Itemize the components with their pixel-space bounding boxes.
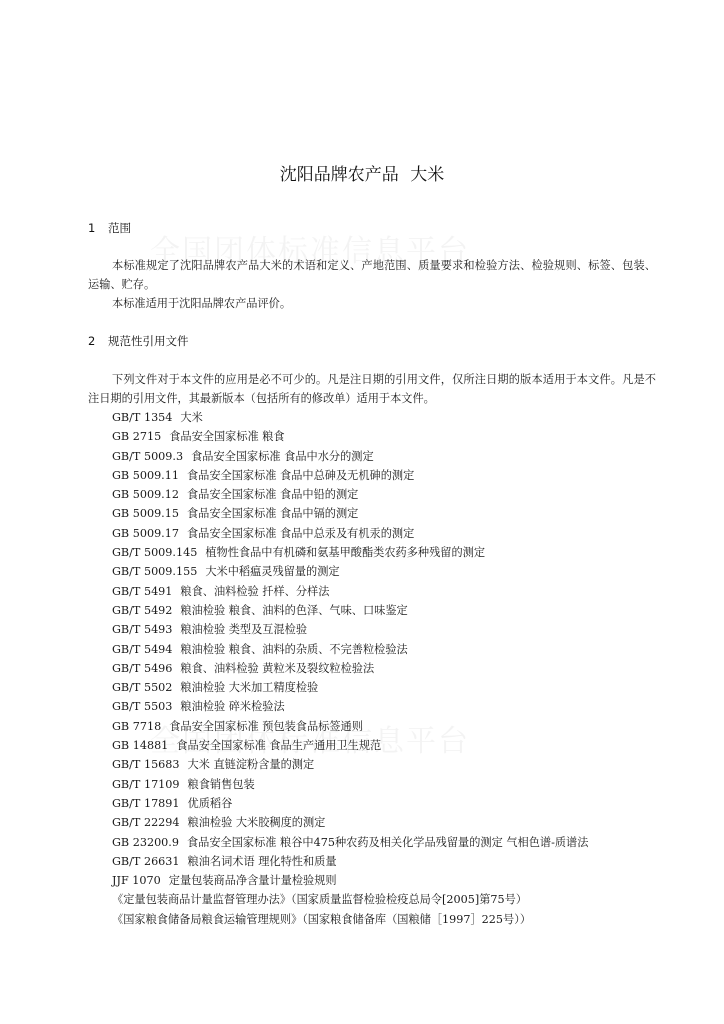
reference-item: [112, 794, 588, 813]
reference-title: 《国家粮食储备局粮食运输管理规则》（国家粮食储备库（国粮储［1997］225号））: [112, 912, 532, 926]
section-title: 范围: [108, 221, 131, 235]
reference-code: GB/T 5503: [112, 700, 173, 714]
reference-code: GB/T 26631: [112, 854, 180, 868]
reference-code: GB/T 5502: [112, 681, 173, 695]
section-heading-normative-references: [88, 333, 189, 349]
reference-item: [112, 833, 588, 852]
reference-title: 食品安全国家标准 食品中水分的测定: [191, 449, 374, 463]
reference-item: [112, 524, 588, 543]
reference-code: GB 5009.17: [112, 526, 179, 540]
reference-item: [112, 601, 588, 620]
reference-title: 食品安全国家标准 食品中总砷及无机砷的测定: [186, 468, 415, 482]
reference-code: GB/T 5009.3: [112, 449, 184, 463]
reference-title: 大米中稻瘟灵残留量的测定: [205, 565, 340, 579]
reference-code: GB 23200.9: [112, 835, 179, 849]
reference-code: JJF 1070: [112, 874, 161, 888]
reference-title: 食品安全国家标准 食品中铅的测定: [186, 488, 359, 502]
scope-paragraph: 本标准规定了沈阳品牌农产品大米的术语和定义、产地范围、质量要求和检验方法、检验规则、标签、包装、运输、贮存。: [88, 259, 656, 291]
reference-item: [112, 775, 588, 794]
reference-title: 食品安全国家标准 预包装食品标签通则: [169, 719, 363, 733]
reference-title: 粮油检验 大米加工精度检验: [180, 681, 319, 695]
section-number: 2: [88, 334, 96, 348]
reference-code: GB/T 1354: [112, 411, 173, 424]
reference-code: GB/T 15683: [112, 758, 180, 772]
reference-item: [112, 890, 588, 909]
reference-code: GB/T 5494: [112, 642, 173, 656]
reference-code: GB 2715: [112, 430, 162, 444]
reference-item: [112, 582, 588, 601]
reference-item: [112, 543, 588, 562]
reference-item: [112, 640, 588, 659]
reference-item: [112, 755, 588, 774]
section-number: 1: [88, 221, 96, 235]
reference-code: GB/T 22294: [112, 816, 180, 830]
reference-title: 粮食、油料检验 黄粒米及裂纹粒检验法: [180, 661, 375, 675]
reference-item: [112, 427, 588, 446]
reference-title: 食品安全国家标准 食品中总汞及有机汞的测定: [186, 526, 415, 540]
reference-code: GB 5009.15: [112, 507, 179, 521]
reference-item: [112, 717, 588, 736]
section-heading-scope: [88, 220, 131, 236]
reference-item: [112, 408, 588, 427]
reference-title: 粮食、油料检验 扦样、分样法: [180, 584, 330, 598]
reference-code: GB/T 17891: [112, 796, 180, 810]
reference-item: [112, 852, 588, 871]
reference-code: GB/T 5009.145: [112, 546, 198, 560]
reference-item: [112, 447, 588, 466]
reference-item: [112, 466, 588, 485]
reference-item: [112, 736, 588, 755]
reference-item: [112, 562, 588, 581]
references-intro-paragraph: 下列文件对于本文件的应用是必不可少的。凡是注日期的引用文件，仅所注日期的版本适用于本文件。凡是不注日期的引用文件，其最新版本（包括所有的修改单）适用于本文件。: [88, 373, 656, 405]
reference-item: [112, 485, 588, 504]
reference-title: 粮油检验 粮食、油料的杂质、不完善粒检验法: [180, 642, 408, 656]
reference-code: GB/T 5009.155: [112, 565, 198, 579]
reference-code: GB 5009.11: [112, 468, 179, 482]
reference-code: GB 5009.12: [112, 488, 179, 502]
reference-code: GB 14881: [112, 739, 169, 753]
reference-title: 粮油名词术语 理化特性和质量: [187, 854, 337, 868]
reference-title: 食品安全国家标准 粮食: [169, 430, 285, 444]
reference-item: [112, 504, 588, 523]
reference-code: GB 7718: [112, 719, 162, 733]
scope-paragraph: 本标准适用于沈阳品牌农产品评价。: [112, 297, 292, 310]
reference-title: 食品安全国家标准 粮谷中475种农药及相关化学品残留量的测定 气相色谱-质谱法: [186, 835, 589, 849]
reference-title: 粮油检验 粮食、油料的色泽、气味、口味鉴定: [180, 603, 408, 617]
reference-title: 优质稻谷: [187, 796, 233, 810]
reference-list: [112, 408, 588, 929]
reference-code: GB/T 5496: [112, 661, 173, 675]
reference-title: 粮油检验 碎米检验法: [180, 700, 285, 714]
reference-item: [112, 620, 588, 639]
reference-code: GB/T 5492: [112, 603, 173, 617]
reference-title: 粮油检验 大米胶稠度的测定: [187, 816, 326, 830]
reference-item: [112, 813, 588, 832]
reference-title: 大米: [180, 411, 203, 424]
reference-title: 食品安全国家标准 食品中镉的测定: [186, 507, 359, 521]
reference-item: [112, 678, 588, 697]
reference-item: [112, 697, 588, 716]
reference-title: 定量包装商品净含量计量检验规则: [168, 874, 337, 888]
document-title: 沈阳品牌农产品 大米: [279, 165, 445, 185]
reference-item: [112, 871, 588, 890]
section-title: 规范性引用文件: [108, 334, 189, 348]
reference-title: 食品安全国家标准 食品生产通用卫生规范: [176, 739, 382, 753]
reference-title: 粮食销售包装: [187, 777, 255, 791]
reference-code: GB/T 5493: [112, 623, 173, 637]
reference-code: GB/T 5491: [112, 584, 173, 598]
reference-item: [112, 659, 588, 678]
reference-title: 大米 直链淀粉含量的测定: [187, 758, 315, 772]
reference-title: 植物性食品中有机磷和氨基甲酸酯类农药多种残留的测定: [205, 546, 486, 560]
reference-code: GB/T 17109: [112, 777, 180, 791]
reference-title: 《定量包装商品计量监督管理办法》（国家质量监督检验检疫总局令[2005]第75号）: [112, 893, 528, 907]
reference-item: [112, 910, 588, 929]
reference-title: 粮油检验 类型及互混检验: [180, 623, 308, 637]
